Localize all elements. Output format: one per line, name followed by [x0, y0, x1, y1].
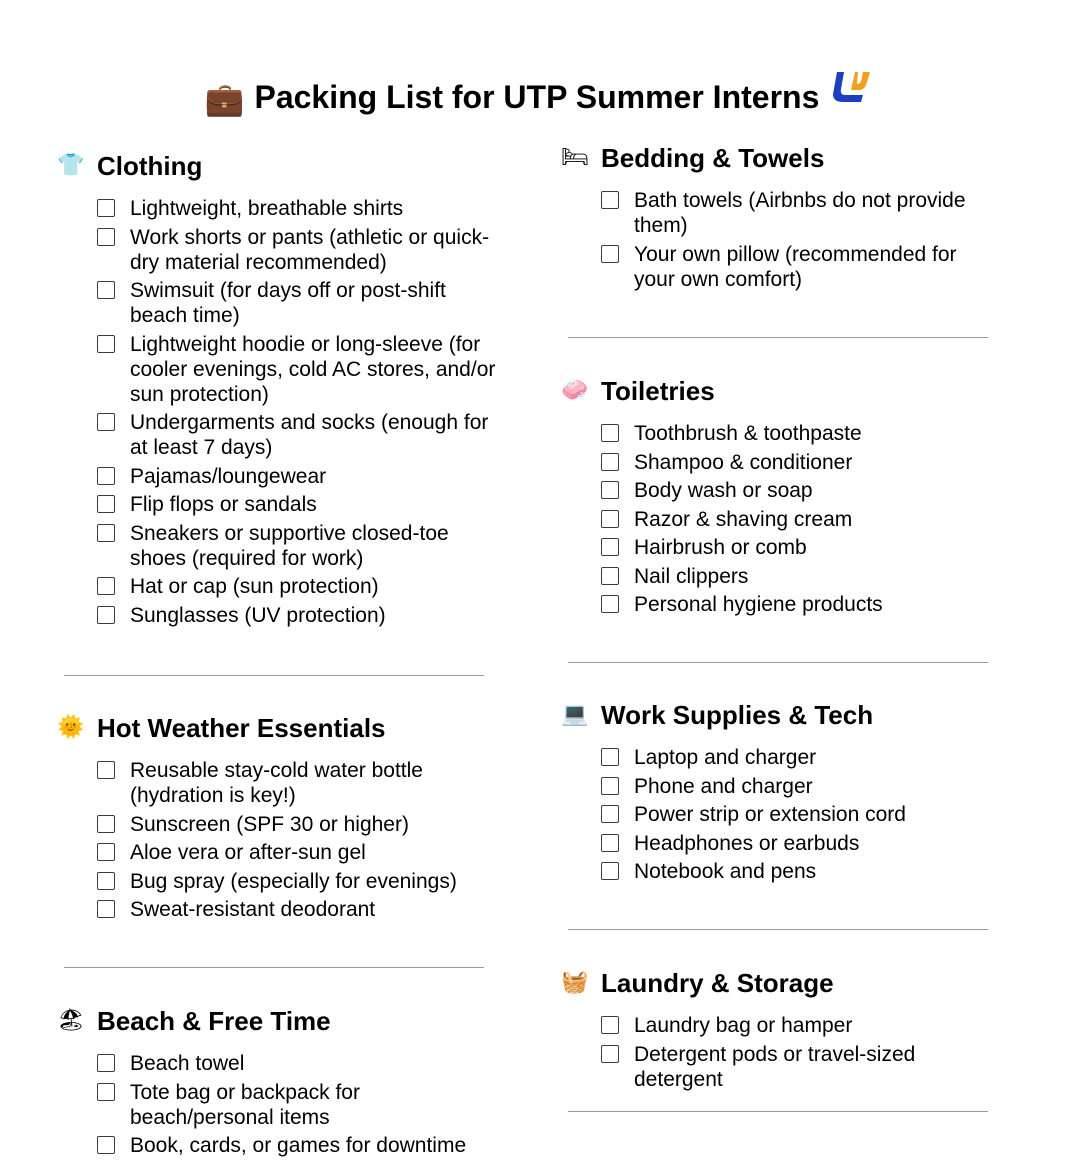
sun-icon: 🌞 — [57, 714, 85, 739]
checklist-item-label: Aloe vera or after-sun gel — [130, 841, 366, 864]
checkbox[interactable] — [97, 872, 115, 890]
checkbox[interactable] — [601, 453, 619, 471]
checklist-item — [97, 278, 497, 328]
checkbox[interactable] — [97, 467, 115, 485]
checklist-item-label: Shampoo & conditioner — [634, 450, 853, 474]
soap-icon: 🧼 — [561, 377, 589, 402]
checkbox[interactable] — [601, 567, 619, 585]
checklist-item — [601, 831, 1001, 856]
section-title: Beach & Free Time — [97, 1006, 331, 1036]
section-title: Clothing — [97, 151, 203, 181]
checklist-item-label: Phone and charger — [634, 774, 813, 798]
checklist-item — [97, 196, 497, 221]
checklist-item-label: Reusable stay-cold water bottle (hydration is key!) — [130, 759, 423, 807]
checklist — [561, 1013, 1001, 1092]
checklist-item — [601, 564, 1001, 589]
checkbox[interactable] — [97, 228, 115, 246]
checklist-item-label: Personal hygiene products — [634, 593, 883, 616]
checklist-item-label: Flip flops or sandals — [130, 493, 317, 516]
page-title-text: Packing List for UTP Summer Interns — [254, 79, 820, 115]
section-hot-weather — [57, 712, 497, 926]
checkbox[interactable] — [601, 510, 619, 528]
checkbox[interactable] — [97, 761, 115, 779]
checklist — [57, 196, 497, 628]
checkbox[interactable] — [601, 1016, 619, 1034]
checklist-item — [97, 1051, 497, 1076]
checklist-item-label: Body wash or soap — [634, 479, 813, 502]
checklist-item-label: Hairbrush or comb — [634, 536, 807, 559]
checklist-item-label: Toothbrush & toothpaste — [634, 422, 862, 445]
checklist-item-label: Sunglasses (UV protection) — [130, 603, 386, 627]
checklist-item-label: Your own pillow (recommended for your own comfort) — [634, 242, 957, 291]
checklist-item — [97, 225, 497, 275]
checkbox[interactable] — [97, 335, 115, 353]
checkbox[interactable] — [601, 862, 619, 880]
logo-orange-stroke — [851, 72, 870, 90]
checklist-item-label: Power strip or extension cord — [634, 803, 906, 826]
checkbox[interactable] — [601, 834, 619, 852]
section-beach — [57, 1005, 497, 1162]
checkbox[interactable] — [97, 281, 115, 299]
checklist-item-label: Sunscreen (SPF 30 or higher) — [130, 812, 409, 836]
utp-logo — [831, 68, 877, 104]
section-title: Toiletries — [601, 376, 715, 406]
checkbox[interactable] — [601, 748, 619, 766]
checklist — [57, 1051, 497, 1158]
checklist-item-label: Book, cards, or games for downtime — [130, 1134, 467, 1157]
checklist-item — [601, 188, 1001, 238]
checklist-item — [601, 535, 1001, 560]
checklist-item — [97, 492, 497, 517]
section-header — [57, 1005, 497, 1041]
checklist-item-label: Work shorts or pants (athletic or quick-dry material recommended) — [130, 225, 490, 274]
checkbox[interactable] — [97, 577, 115, 595]
checklist-item — [97, 1080, 497, 1130]
checkbox[interactable] — [97, 413, 115, 431]
basket-icon: 🧺 — [561, 969, 589, 994]
checklist-item — [97, 574, 497, 599]
briefcase-icon: 💼 — [204, 81, 245, 117]
section-header — [561, 699, 1001, 735]
checklist-item — [601, 745, 1001, 770]
checklist-item-label: Beach towel — [130, 1052, 245, 1075]
checklist-item — [97, 464, 497, 489]
divider — [64, 675, 484, 676]
section-toiletries — [561, 375, 1001, 621]
checklist-item-label: Laundry bag or hamper — [634, 1014, 853, 1037]
checkbox[interactable] — [97, 1083, 115, 1101]
checkbox[interactable] — [97, 524, 115, 542]
checkbox[interactable] — [601, 538, 619, 556]
checkbox[interactable] — [97, 843, 115, 861]
checkbox[interactable] — [97, 495, 115, 513]
checkbox[interactable] — [97, 606, 115, 624]
checklist-item — [97, 897, 497, 922]
checklist-item-label: Bug spray (especially for evenings) — [130, 869, 457, 893]
checklist-item — [97, 410, 497, 460]
checklist-item-label: Lightweight, breathable shirts — [130, 197, 404, 220]
checkbox[interactable] — [601, 481, 619, 499]
checklist-item — [97, 869, 497, 894]
checklist-item-label: Nail clippers — [634, 564, 749, 588]
section-header — [561, 967, 1001, 1003]
shirt-icon: 👕 — [57, 152, 85, 177]
checklist-item — [601, 507, 1001, 532]
checklist-item — [601, 1013, 1001, 1038]
page-title — [0, 68, 1082, 123]
section-title: Laundry & Storage — [601, 968, 834, 998]
checklist-item — [97, 758, 497, 808]
checkbox[interactable] — [601, 805, 619, 823]
checklist-item — [601, 859, 1001, 884]
checklist-item — [601, 421, 1001, 446]
checklist-item-label: Laptop and charger — [634, 746, 817, 769]
beach-umbrella-icon: 🏖 — [57, 1007, 85, 1032]
checklist — [561, 745, 1001, 884]
checklist-item-label: Tote bag or backpack for beach/personal items — [130, 1080, 360, 1129]
checkbox[interactable] — [601, 1045, 619, 1063]
checklist — [561, 188, 1001, 292]
checklist-item-label: Bath towels (Airbnbs do not provide them) — [634, 189, 966, 237]
bed-icon: 🛏 — [561, 144, 589, 169]
checklist-item-label: Sweat-resistant deodorant — [130, 898, 376, 921]
checklist-item — [601, 592, 1001, 617]
checklist-item-label: Detergent pods or travel-sized detergent — [634, 1042, 916, 1091]
checklist-item-label: Headphones or earbuds — [634, 831, 860, 855]
checklist-item-label: Sneakers or supportive closed-toe shoes (required for work) — [130, 521, 449, 570]
checkbox[interactable] — [97, 199, 115, 217]
checklist-item — [97, 840, 497, 865]
checklist-item — [97, 332, 497, 407]
divider — [64, 967, 484, 968]
divider — [568, 929, 988, 930]
checklist-item — [97, 603, 497, 628]
section-work-tech — [561, 699, 1001, 888]
checkbox[interactable] — [601, 595, 619, 613]
checklist-item — [601, 1042, 1001, 1092]
checkbox[interactable] — [601, 424, 619, 442]
section-clothing — [57, 150, 497, 631]
checkbox[interactable] — [601, 245, 619, 263]
divider — [568, 337, 988, 338]
checkbox[interactable] — [97, 815, 115, 833]
checklist-item-label: Notebook and pens — [634, 860, 817, 883]
checkbox[interactable] — [601, 777, 619, 795]
checklist-item — [97, 1133, 497, 1158]
checklist-item-label: Lightweight hoodie or long-sleeve (for cooler evenings, cold AC stores, and/or sun protection) — [130, 332, 496, 406]
section-header — [57, 712, 497, 748]
checklist — [57, 758, 497, 922]
checklist-item — [97, 521, 497, 571]
section-title: Bedding & Towels — [601, 143, 825, 173]
section-title: Hot Weather Essentials — [97, 713, 386, 743]
checkbox[interactable] — [97, 1136, 115, 1154]
checklist-item — [97, 812, 497, 837]
section-bedding — [561, 142, 1001, 295]
divider — [568, 662, 988, 663]
section-header — [561, 142, 1001, 178]
checklist-item — [601, 242, 1001, 292]
laptop-icon: 💻 — [561, 701, 589, 726]
checkbox[interactable] — [601, 191, 619, 209]
checkbox[interactable] — [97, 1054, 115, 1072]
section-header — [561, 375, 1001, 411]
checklist-item-label: Razor & shaving cream — [634, 507, 853, 531]
section-laundry — [561, 967, 1001, 1095]
checklist-item — [601, 450, 1001, 475]
checklist-item-label: Undergarments and socks (enough for at least 7 days) — [130, 411, 489, 459]
checklist-item-label: Hat or cap (sun protection) — [130, 575, 379, 598]
section-header — [57, 150, 497, 186]
checklist — [561, 421, 1001, 617]
checklist-item — [601, 774, 1001, 799]
divider — [568, 1111, 988, 1112]
checklist-item-label: Swimsuit (for days off or post-shift beach time) — [130, 279, 446, 327]
checkbox[interactable] — [97, 900, 115, 918]
checklist-item — [601, 802, 1001, 827]
checklist-item-label: Pajamas/loungewear — [130, 464, 327, 488]
checklist-item — [601, 478, 1001, 503]
section-title: Work Supplies & Tech — [601, 700, 874, 730]
